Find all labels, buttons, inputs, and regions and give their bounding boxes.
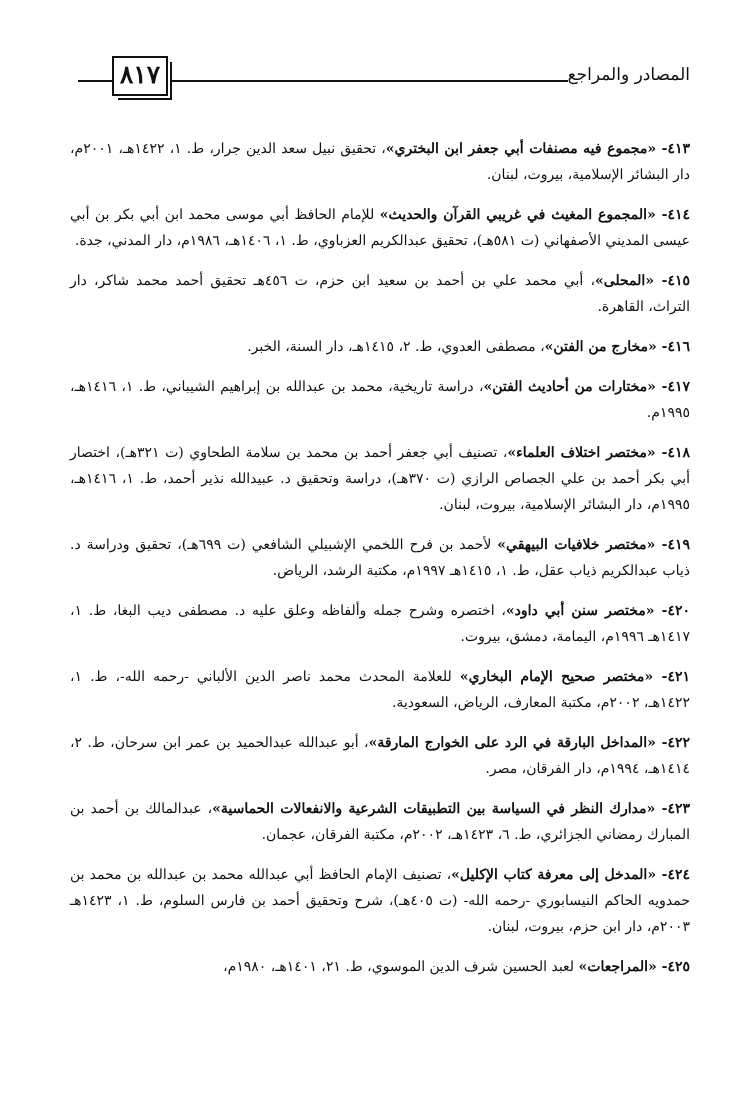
page-number: ٨١٧ <box>119 60 161 89</box>
bibliography-entry <box>70 136 690 188</box>
page-header <box>78 56 690 104</box>
entry-details: ، تصنيف أبي جعفر أحمد بن محمد بن سلامة الطحاوي (ت ٣٢١هـ)، اختصار أبي بكر أحمد بن علي الجصاص الرازي (ت ٣٧٠هـ)، دراسة وتحقيق د. عبيدالله نذير أحمد، ط. ١، ١٤١٦هـ، ١٩٩٥م، دار البشائر الإسلامية، بيروت، لبنان. <box>70 445 690 513</box>
entry-title: «مختصر صحيح الإمام البخاري» <box>459 669 654 685</box>
entry-number: ٤١٥- <box>654 273 691 289</box>
bibliography-entry <box>70 334 690 360</box>
entry-number: ٤٢٢- <box>655 735 690 751</box>
entry-details: للعلامة المحدث محمد ناصر الدين الألباني -رحمه الله-، ط. ١، ١٤٢٢هـ، ٢٠٠٢م، مكتبة المعارف، الرياض، السعودية. <box>70 669 690 711</box>
entry-number: ٤٢٠- <box>654 603 691 619</box>
entry-details: للإمام الحافظ أبي موسى محمد ابن أبي بكر بن أبي عيسى المديني الأصفهاني (ت ٥٨١هـ)، تحقيق عبدالكريم العزباوي، ط. ١، ١٤٠٦هـ، ١٩٨٦م، دار المدني، جدة. <box>70 207 690 249</box>
entry-title: «مختصر اختلاف العلماء» <box>507 445 656 461</box>
entry-details: ، أبي محمد علي بن أحمد بن سعيد ابن حزم، ت ٤٥٦هـ تحقيق أحمد محمد شاكر، دار التراث، القاهرة. <box>70 273 690 315</box>
bibliography-list <box>70 122 690 991</box>
entry-details: لأحمد بن فرح اللخمي الإشبيلي الشافعي (ت ٦٩٩هـ)، تحقيق ودراسة د. ذياب عبدالكريم ذياب عقل، ط. ١، ١٤١٥هـ ١٩٩٧م، مكتبة الرشد، الرياض. <box>70 537 690 579</box>
bibliography-entry <box>70 730 690 782</box>
entry-title: «مدارك النظر في السياسة بين التطبيقات الشرعية والانفعالات الحماسية» <box>212 801 656 817</box>
entry-details: ، أبو عبدالله عبدالحميد بن عمر ابن سرحان، ط. ٢، ١٤١٤هـ، ١٩٩٤م، دار الفرقان، مصر. <box>70 735 690 777</box>
bibliography-entry <box>70 268 690 320</box>
bibliography-entry <box>70 532 690 584</box>
entry-title: «المحلى» <box>594 273 655 289</box>
bibliography-entry <box>70 598 690 650</box>
entry-number: ٤١٤- <box>655 207 691 223</box>
entry-details: ، مصطفى العدوي، ط. ٢، ١٤١٥هـ، دار السنة، الخبر. <box>247 339 545 355</box>
entry-title: «مخارج من الفتن» <box>544 339 657 355</box>
entry-details: لعبد الحسين شرف الدين الموسوي، ط. ٢١، ١٤٠١هـ، ١٩٨٠م، <box>223 959 579 975</box>
entry-number: ٤١٣- <box>656 141 691 157</box>
entry-title: «المراجعات» <box>578 959 657 975</box>
entry-number: ٤٢٣- <box>655 801 691 817</box>
entry-title: «مختارات من أحاديث الفتن» <box>483 379 656 395</box>
entry-title: «المجموع المغيث في غريبي القرآن والحديث» <box>379 207 656 223</box>
entry-details: ، عبدالمالك بن أحمد بن المبارك رمضاني الجزائري، ط. ٦، ١٤٢٣هـ، ٢٠٠٢م، مكتبة الفرقان، عجمان. <box>70 801 690 843</box>
entry-number: ٤٢٥- <box>656 959 690 975</box>
entry-title: «المدخل إلى معرفة كتاب الإكليل» <box>451 867 657 883</box>
entry-title: «مجموع فيه مصنفات أبي جعفر ابن البختري» <box>385 141 657 157</box>
bibliography-entry <box>70 796 690 848</box>
entry-title: «المداخل البارقة في الرد على الخوارج المارقة» <box>368 735 656 751</box>
bibliography-entry <box>70 664 690 716</box>
entry-number: ٤١٧- <box>655 379 691 395</box>
entry-number: ٤١٦- <box>656 339 690 355</box>
entry-details: ، تحقيق نبيل سعد الدين جرار، ط. ١، ١٤٢٢هـ، ٢٠٠١م، دار البشائر الإسلامية، بيروت، لبنان. <box>70 141 690 183</box>
entry-details: ، تصنيف الإمام الحافظ أبي عبدالله محمد بن عبدالله بن محمد بن حمدويه الحاكم النيسابوري -رحمه الله- (ت ٤٠٥هـ)، شرح وتحقيق أحمد بن فارس السلوم، ط. ١، ١٤٢٣هـ ٢٠٠٣م، دار ابن حزم، بيروت، لبنان. <box>70 867 690 935</box>
entry-number: ٤٢٤- <box>656 867 691 883</box>
entry-details: ، اختصره وشرح جمله وألفاظه وعلق عليه د. مصطفى ديب البغا، ط. ١، ١٤١٧هـ ١٩٩٦م، اليمامة، دمشق، بيروت. <box>70 603 690 645</box>
entry-number: ٤١٨- <box>655 445 690 461</box>
bibliography-entry <box>70 374 690 426</box>
bibliography-entry <box>70 440 690 518</box>
entry-details: ، دراسة تاريخية، محمد بن عبدالله بن إبراهيم الشيباني، ط. ١، ١٤١٦هـ، ١٩٩٥م. <box>70 379 690 421</box>
entry-title: «مختصر خلافيات البيهقي» <box>497 537 656 553</box>
entry-number: ٤١٩- <box>655 537 690 553</box>
bibliography-entry <box>70 862 690 940</box>
header-rule-middle <box>172 80 568 82</box>
bibliography-entry <box>70 202 690 254</box>
header-rule-left <box>78 80 112 82</box>
entry-title: «مختصر سنن أبي داود» <box>505 603 655 619</box>
entry-number: ٤٢١- <box>653 669 690 685</box>
bibliography-entry <box>70 954 690 980</box>
running-header-title: المصادر والمراجع <box>567 65 690 85</box>
